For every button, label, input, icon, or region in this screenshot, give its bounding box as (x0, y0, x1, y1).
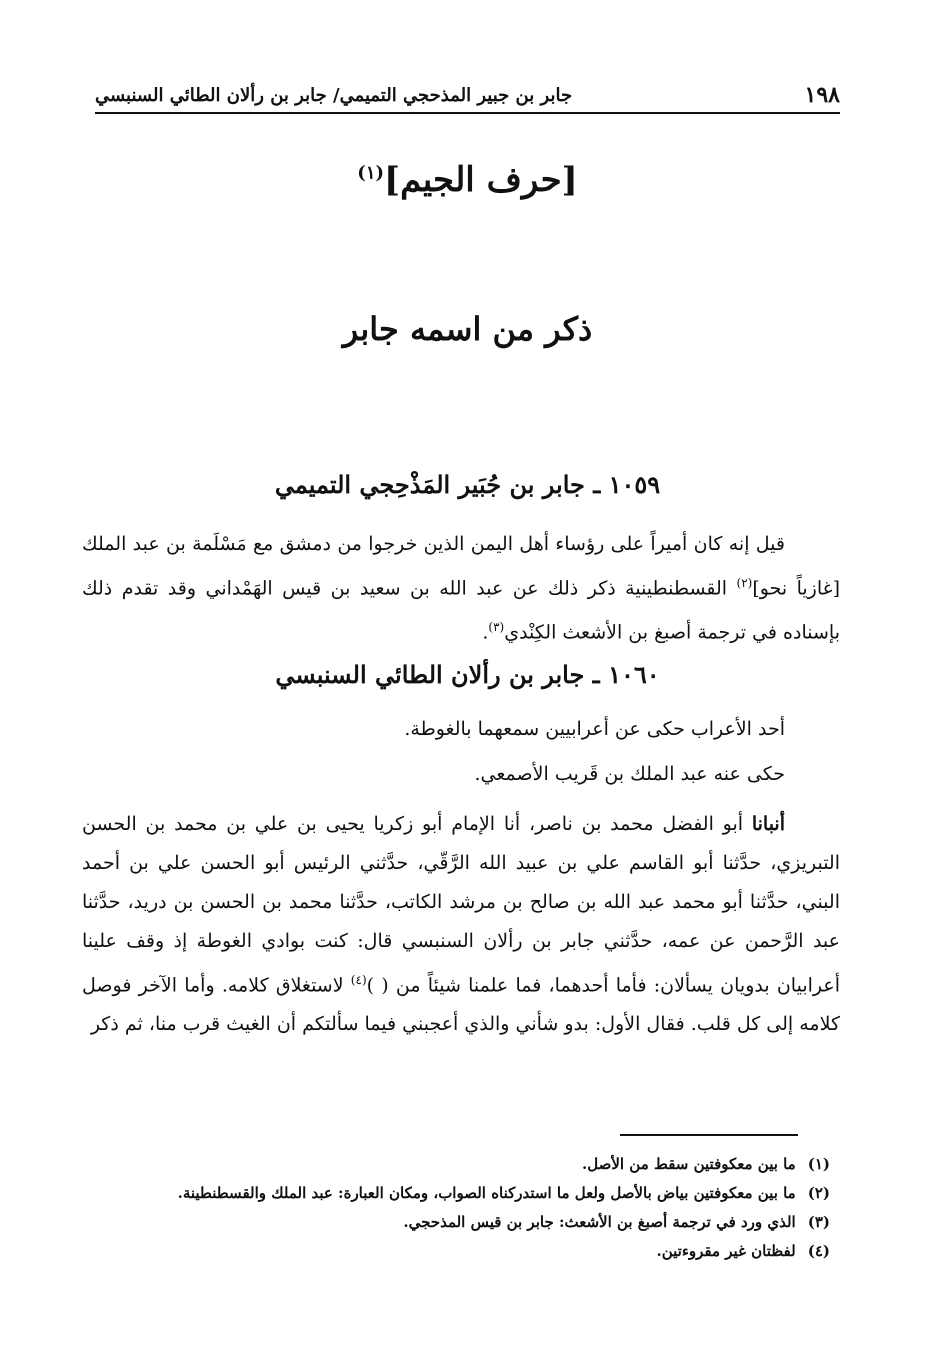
note-ref-4: (٤) (350, 973, 367, 987)
entry-1059-text-c: . (482, 621, 489, 644)
footnote-text: لفظتان غير مقروءتين. (656, 1242, 796, 1260)
chapter-note-ref: (١) (357, 162, 385, 184)
footnote-2 (95, 1179, 830, 1208)
footnote-number: (١) (807, 1155, 830, 1173)
note-ref-2: (٢) (736, 576, 753, 590)
entry-title-1059: ١٠٥٩ ـ جابر بن جُبَير المَذْحِجي التميمي (274, 470, 661, 499)
entry-1059-body (82, 525, 840, 653)
entry-1060-line1: أحد الأعراب حكى عن أعرابيين سمعهما بالغوطة. (404, 718, 785, 740)
isnad-lead-word: أنبانا (751, 813, 785, 835)
note-ref-3: (٣) (488, 620, 505, 635)
footnote-text: ما بين معكوفتين بياض بالأصل ولعل ما استدركناه الصواب، ومكان العبارة: عبد الملك والقسطنطينة. (177, 1184, 796, 1202)
entry-1059-text-b: القسطنطينية ذكر ذلك عن عبد الله بن سعيد بن قيس الهَمْداني وقد تقدم ذلك بإسناده في ترجمة أصبغ بن الأشعث الكِنْدي (82, 577, 840, 644)
page-header (95, 78, 840, 114)
footnote-4 (95, 1237, 830, 1266)
footnote-text: الذي ورد في ترجمة أصبغ بن الأشعث: جابر بن قيس المذحجي. (403, 1213, 796, 1231)
isnad-text-a: أبو الفضل محمد بن ناصر، أنا الإمام أبو زكريا يحيى بن علي بن محمد بن الحسن التبريزي، حدَّثنا أبو القاسم علي بن عبيد الله الرَّقّي، حدَّثني الرئيس أبو الحسن علي بن أحمد البني، حدَّثنا أبو محمد عبد الله بن صالح بن مرشد الكاتب، حدَّثنا محمد بن الحسن بن دريد، حدَّثنا عبد الرَّحمن عن عمه، حدَّثني جابر بن رألان السنبسي قال: كنت بوادي الغوطة إذ وقف علينا أعرابيان بدويان يسألان: فأما أحدهما، فما علمنا شيئاً من ( ) (82, 813, 840, 997)
isnad-text-b: لاستغلاق كلامه. وأما الآخر فوصل كلامه إلى كل قلب. فقال الأول: بدو شأني والذي أعجبني فيما سألتكم أن الغيث قرب منا، ثم ذكر (82, 974, 840, 1036)
footnote-1 (95, 1150, 830, 1179)
section-heading: ذكر من اسمه جابر (342, 310, 593, 348)
entry-1060-isnad (82, 805, 840, 1044)
footnote-number: (٢) (807, 1184, 830, 1202)
chapter-title: [حرف الجيم] (384, 160, 578, 200)
entry-title-1060: ١٠٦٠ ـ جابر بن رألان الطائي السنبسي (275, 660, 660, 689)
chapter-heading (95, 160, 840, 200)
entry-1060-line2: حكى عنه عبد الملك بن قَريب الأصمعي. (474, 763, 785, 785)
footnote-divider (620, 1134, 798, 1136)
entry-1059-text-a: قيل إنه كان أميراً على رؤساء أهل اليمن الذين خرجوا من دمشق مع مَسْلَمة بن عبد الملك [غازياً نحو] (82, 533, 840, 600)
footnote-text: ما بين معكوفتين سقط من الأصل. (582, 1155, 796, 1173)
footnotes (95, 1150, 830, 1266)
page-number: ١٩٨ (804, 82, 840, 108)
footnote-3 (95, 1208, 830, 1237)
footnote-number: (٣) (807, 1213, 830, 1231)
running-title: جابر بن جبير المذحجي التميمي/ جابر بن رألان الطائي السنبسي (95, 84, 573, 106)
footnote-number: (٤) (807, 1242, 830, 1260)
